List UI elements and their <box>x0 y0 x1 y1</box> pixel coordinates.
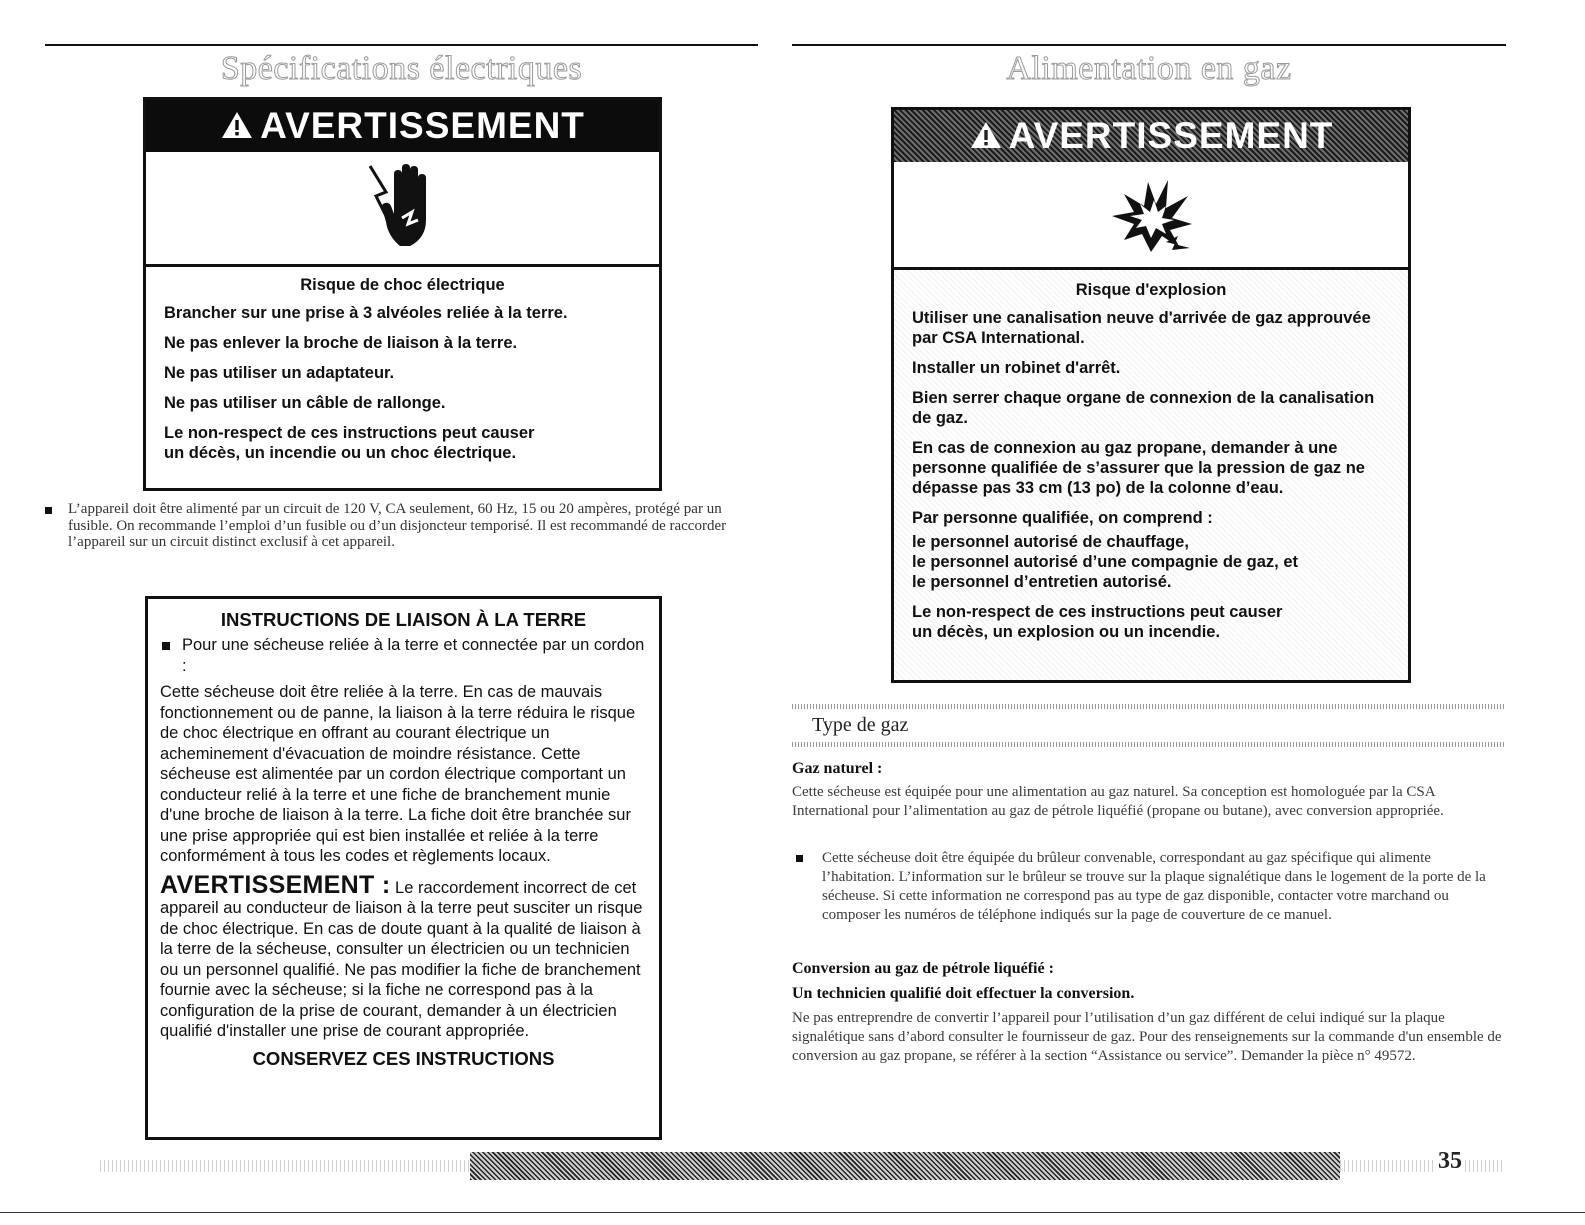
gas-risk-title: Risque d'explosion <box>1075 281 1227 299</box>
bullet-marker <box>45 507 52 514</box>
electric-warning-body <box>146 267 659 473</box>
electric-shock-graphic <box>146 152 659 267</box>
grounding-title: INSTRUCTIONS DE LIAISON À LA TERRE <box>220 609 587 630</box>
conserve-instructions: CONSERVEZ CES INSTRUCTIONS <box>252 1047 555 1069</box>
grounding-bullet <box>160 635 647 676</box>
grounding-paragraph: Cette sécheuse doit être reliée à la terre. En cas de mauvais fonctionnement ou de panne, la liaison à la terre réduira le risque de choc électrique en offrant au courant électrique un acheminement d'évacuation de moindre résistance. Cette sécheuse est alimentée par un cordon électrique comportant un conducteur relié à la terre et une fiche de branchement munie d'une broche de liaison à la terre. La fiche doit être branchée sur une prise appropriée qui est bien installée et reliée à la terre conformément à tous les codes et règlements locaux. <box>160 683 636 865</box>
electric-risk-title: Risque de choc électrique <box>300 276 505 294</box>
gas-warning-line: Utiliser une canalisation neuve d'arrivée de gaz approuvée par CSA International. <box>912 309 1371 347</box>
warning-consequence-1: Le non-respect de ces instructions peut causer <box>164 424 535 442</box>
explosion-icon <box>1106 172 1196 260</box>
warning-line: Ne pas utiliser un câble de rallonge. <box>164 394 446 412</box>
grounding-warning-word: AVERTISSEMENT : <box>160 870 391 899</box>
bottom-rule <box>0 1212 1585 1213</box>
right-section-title: Alimentation en gaz <box>1006 50 1292 87</box>
natural-gas-text: Cette sécheuse est équipée pour une alimentation au gaz naturel. Sa conception est homologuée par la CSA International pour l’alimentation au gaz de pétrole liquéfié (propane ou butane), avec conversion appropriée. <box>792 784 1444 819</box>
gas-warning-line: Bien serrer chaque organe de connexion de la canalisation de gaz. <box>912 389 1375 427</box>
gas-warning-line: Installer un robinet d'arrêt. <box>912 359 1121 377</box>
footer-dots-end <box>1465 1160 1505 1172</box>
natural-gas-heading: Gaz naturel : <box>792 760 883 777</box>
footer-dots-right <box>1340 1160 1435 1172</box>
left-top-rule <box>45 44 758 46</box>
gas-warning-line: Par personne qualifiée, on comprend : <box>912 509 1213 527</box>
left-section-title: Spécifications électriques <box>220 50 583 87</box>
gas-warning-line: En cas de connexion au gaz propane, demander à une personne qualifiée de s’assurer que la pression de gaz ne dépasse pas 33 cm (13 po) de la colonne d’eau. <box>912 439 1365 497</box>
grounding-bullet-text: Pour une sécheuse reliée à la terre et connectée par un cordon : <box>182 636 645 675</box>
warning-triangle-icon <box>220 102 254 154</box>
page-number: 35 <box>1438 1148 1462 1174</box>
footer-dots-left <box>100 1160 470 1172</box>
lp-technician-heading: Un technicien qualifié doit effectuer la conversion. <box>792 985 1135 1002</box>
gas-type-bottom-rule <box>792 742 1506 747</box>
gas-type-title: Type de gaz <box>812 714 909 736</box>
electric-requirements-text: L’appareil doit être alimenté par un circuit de 120 V, CA seulement, 60 Hz, 15 ou 20 ampères, protégé par un fusible. On recommande l’emploi d’un fusible ou d’un disjoncteur temporisé. Il est recommandé de raccorder l’appareil sur un circuit distinct exclusif à cet appareil. <box>68 501 727 550</box>
lp-conversion-heading: Conversion au gaz de pétrole liquéfié : <box>792 960 1054 977</box>
qualified-person-3: le personnel d’entretien autorisé. <box>912 573 1172 591</box>
qualified-person-2: le personnel autorisé d’une compagnie de gaz, et <box>912 553 1299 571</box>
lp-conversion-text: Ne pas entreprendre de convertir l’appareil pour l’utilisation d’un gaz différent de celui indiqué sur la plaque signalétique sans d’abord consulter le fournisseur de gaz. Pour des renseignements sur la commande d'un ensemble de conversion au gaz propane, se référer à la section “Assistance ou service”. Demander la pièce n° 49572. <box>792 1010 1502 1064</box>
gas-consequence-2: un décès, un explosion ou un incendie. <box>912 623 1221 641</box>
bullet-marker <box>796 855 803 862</box>
grounding-warning <box>160 870 647 1042</box>
qualified-person-1: le personnel autorisé de chauffage, <box>912 533 1189 551</box>
gas-warning-body <box>894 270 1408 680</box>
gas-type-top-rule <box>792 704 1506 709</box>
gas-warning-header <box>894 110 1408 162</box>
right-top-rule <box>792 44 1506 46</box>
warning-line: Brancher sur une prise à 3 alvéoles reliée à la terre. <box>164 304 568 322</box>
gas-warning-box <box>891 107 1411 683</box>
warning-line: Ne pas utiliser un adaptateur. <box>164 364 395 382</box>
explosion-graphic <box>894 162 1408 270</box>
grounding-warning-text: Le raccordement incorrect de cet appareil au conducteur de liaison à la terre peut susciter un risque de choc électrique. En cas de doute quant à la qualité de liaison à la terre de la sécheuse, consulter un électricien ou un technicien ou un personnel qualifié. Ne pas modifier la fiche de branchement fournie avec la sécheuse; si la fiche ne correspond pas à la configuration de la prise de courant, demander à un électricien qualifié d'installer une prise de courant appropriée. <box>160 878 643 1040</box>
electric-warning-header <box>146 100 659 152</box>
electric-warning-header-text: AVERTISSEMENT <box>260 105 585 146</box>
gas-consequence-1: Le non-respect de ces instructions peut causer <box>912 603 1283 621</box>
grounding-instructions-box <box>145 596 662 1140</box>
warning-triangle-icon <box>969 112 1003 164</box>
electric-warning-box <box>143 97 662 491</box>
gas-warning-header-text: AVERTISSEMENT <box>1008 115 1334 156</box>
bullet-marker <box>162 642 170 650</box>
footer-bar <box>470 1152 1340 1180</box>
burner-info-text: Cette sécheuse doit être équipée du brûleur convenable, correspondant au gaz spécifique qui alimente l’habitation. L’information sur le brûleur se trouve sur la plaque signalétique dans le logement de la porte de la sécheuse. Si cette information ne correspond pas au type de gaz disponible, contacter votre marchand ou composer les numéros de téléphone indiqués sur la page de couverture de ce manuel. <box>822 850 1486 923</box>
electric-shock-hand-icon <box>364 162 436 252</box>
warning-line: Ne pas enlever la broche de liaison à la terre. <box>164 334 518 352</box>
warning-consequence-2: un décès, un incendie ou un choc électrique. <box>164 444 517 462</box>
